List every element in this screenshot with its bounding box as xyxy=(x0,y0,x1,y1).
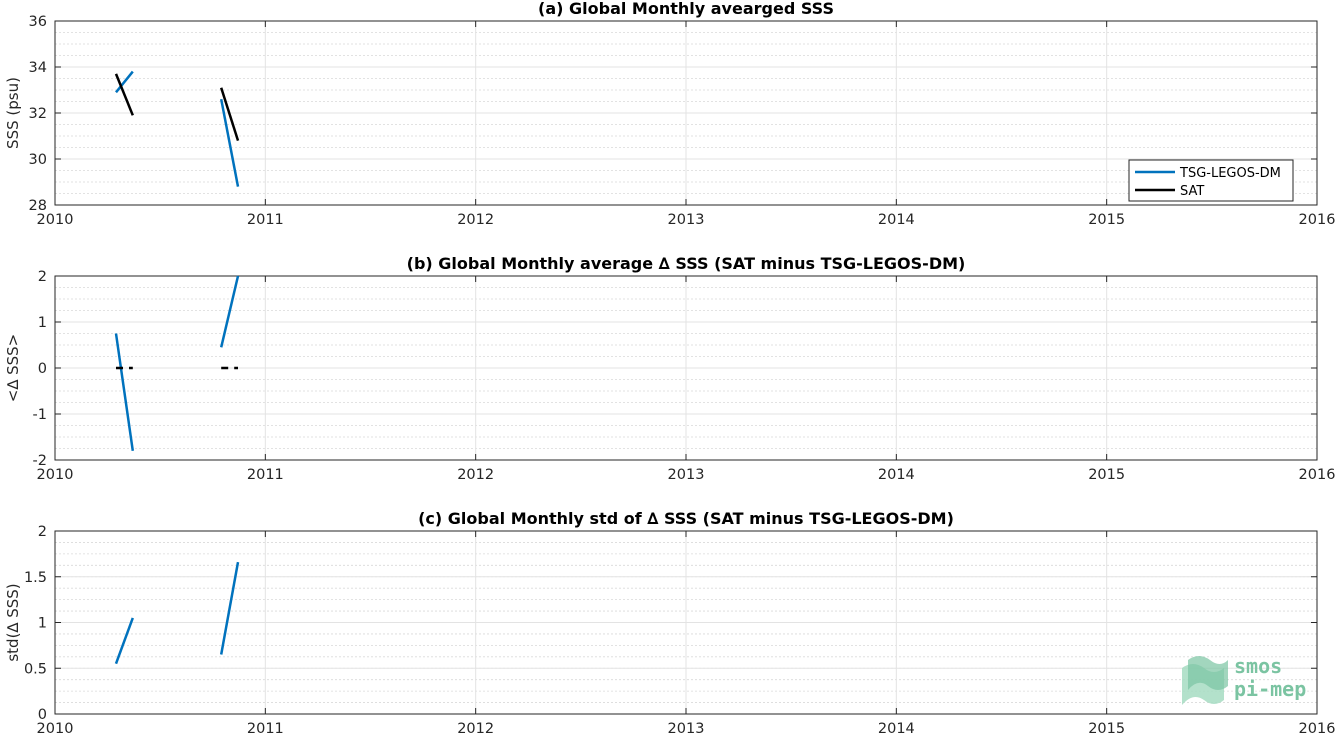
x-tick-label: 2016 xyxy=(1298,467,1336,483)
series-line xyxy=(116,334,133,451)
panel-c-ylabel: std(∆ SSS) xyxy=(4,583,22,662)
legend-label-sat: SAT xyxy=(1180,184,1205,199)
logo-text-pimep: pi-mep xyxy=(1234,677,1307,701)
y-tick-label: 0 xyxy=(37,707,47,723)
series-line xyxy=(221,562,238,654)
x-tick-label: 2014 xyxy=(877,212,915,228)
x-tick-label: 2013 xyxy=(667,721,705,736)
panel-a-ylabel: SSS (psu) xyxy=(4,77,22,149)
logo-waves-icon xyxy=(1182,656,1228,705)
x-tick-label: 2011 xyxy=(246,212,284,228)
x-tick-label: 2012 xyxy=(457,721,495,736)
y-tick-label: 1 xyxy=(37,315,47,331)
smos-pi-mep-logo xyxy=(1182,654,1306,705)
x-tick-label: 2012 xyxy=(457,467,495,483)
x-tick-label: 2013 xyxy=(667,467,705,483)
y-tick-label: 2 xyxy=(37,524,47,540)
y-tick-label: -2 xyxy=(32,453,47,469)
y-tick-label: 28 xyxy=(28,198,47,214)
x-tick-label: 2014 xyxy=(877,721,915,736)
panel-c xyxy=(4,509,1335,736)
panel-a-title: (a) Global Monthly avearged SSS xyxy=(538,0,834,18)
x-tick-label: 2015 xyxy=(1088,467,1126,483)
legend xyxy=(1129,160,1293,201)
panel-c-title: (c) Global Monthly std of ∆ SSS (SAT minus TSG-LEGOS-DM) xyxy=(418,509,954,528)
panel-b xyxy=(4,254,1335,483)
x-tick-label: 2011 xyxy=(246,467,284,483)
panel-b-title: (b) Global Monthly average ∆ SSS (SAT minus TSG-LEGOS-DM) xyxy=(406,254,966,273)
y-tick-label: 0 xyxy=(37,361,47,377)
x-tick-label: 2010 xyxy=(36,467,74,483)
y-tick-label: 34 xyxy=(28,60,47,76)
x-tick-label: 2010 xyxy=(36,212,74,228)
y-tick-label: 2 xyxy=(37,269,47,285)
x-tick-label: 2010 xyxy=(36,721,74,736)
y-tick-label: 30 xyxy=(28,152,47,168)
logo-text-smos: smos xyxy=(1234,654,1283,678)
series-line xyxy=(221,276,238,347)
panel-a xyxy=(4,0,1335,228)
y-tick-label: 36 xyxy=(28,14,47,30)
x-tick-label: 2016 xyxy=(1298,721,1336,736)
x-tick-label: 2015 xyxy=(1088,212,1126,228)
x-tick-label: 2015 xyxy=(1088,721,1126,736)
y-tick-label: 0.5 xyxy=(23,661,47,678)
panel-b-ylabel: <∆ SSS> xyxy=(4,333,22,403)
y-tick-label: 1.5 xyxy=(23,569,47,586)
legend-label-tsg: TSG-LEGOS-DM xyxy=(1180,166,1281,181)
y-tick-label: -1 xyxy=(32,407,47,423)
x-tick-label: 2014 xyxy=(877,467,915,483)
y-tick-label: 32 xyxy=(28,106,47,122)
x-tick-label: 2011 xyxy=(246,721,284,736)
y-tick-label: 1 xyxy=(37,615,47,632)
x-tick-label: 2012 xyxy=(457,212,495,228)
x-tick-label: 2013 xyxy=(667,212,705,228)
x-tick-label: 2016 xyxy=(1298,212,1336,228)
